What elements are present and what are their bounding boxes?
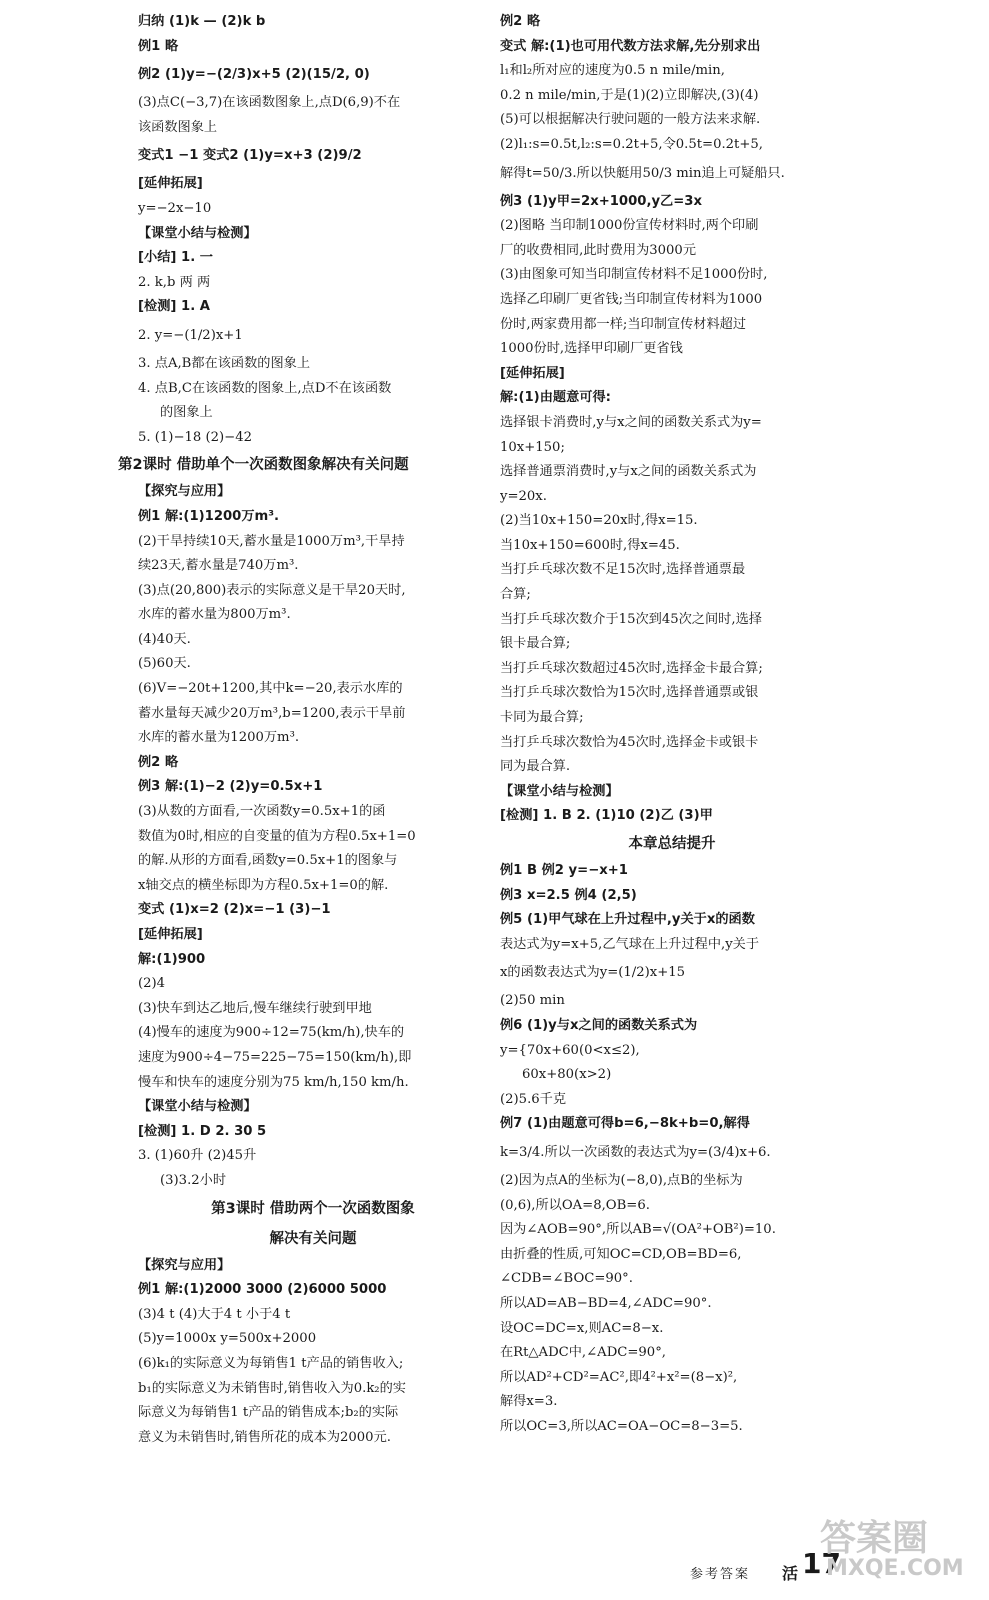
watermark-logo [820, 1510, 980, 1590]
right-column [500, 10, 844, 1439]
text-line: 意义为未销售时,销售所花的成本为2000元. [138, 1429, 391, 1445]
text-line: 例2 (1)y=−(2/3)x+5 (2)(15/2, 0) [138, 67, 370, 83]
text-line: 当10x+150=600时,得x=45. [500, 537, 680, 553]
text-line: 例3 解:(1)−2 (2)y=0.5x+1 [138, 779, 323, 795]
text-line: 的图象上 [160, 405, 213, 421]
text-line: 解得x=3. [500, 1394, 558, 1410]
text-line: 的解.从形的方面看,函数y=0.5x+1的图象与 [138, 853, 398, 869]
text-line: 解:(1)900 [138, 951, 206, 967]
text-line: [延伸拓展] [500, 365, 565, 381]
text-line: 变式 解:(1)也可用代数方法求解,先分别求出 [500, 38, 761, 54]
text-line: 选择乙印刷厂更省钱;当印制宣传材料为1000 [500, 291, 763, 307]
text-line: 解得t=50/3.所以快艇用50/3 min追上可疑船只. [500, 165, 785, 181]
section-heading: 解决有关问题 [269, 1230, 357, 1247]
text-line: 表达式为y=x+5,乙气球在上升过程中,y关于 [500, 936, 760, 952]
text-line: 当打乒乓球次数超过45次时,选择金卡最合算; [500, 660, 763, 676]
text-line: l₁和l₂所对应的速度为0.5 n mile/min, [500, 63, 725, 79]
text-line: [检测] 1. D 2. 30 5 [138, 1123, 267, 1139]
text-line: (3)点C(−3,7)在该函数图象上,点D(6,9)不在 [138, 95, 401, 111]
page-number: 17 [802, 1547, 841, 1580]
text-line: 变式 (1)x=2 (2)x=−1 (3)−1 [138, 902, 331, 918]
text-line: 【探究与应用】 [138, 1257, 231, 1273]
left-column [118, 10, 488, 1450]
text-line: 份时,两家费用都一样;当印制宣传材料超过 [500, 316, 747, 332]
text-line: 例1 解:(1)2000 3000 (2)6000 5000 [138, 1282, 387, 1298]
watermark-bottom-text: MXQE.COM [826, 1556, 964, 1581]
text-line: [小结] 1. 一 [138, 250, 213, 266]
text-line: (2)干旱持续10天,蓄水量是1000万m³,干旱持 [138, 533, 405, 549]
text-line: 同为最合算. [500, 759, 571, 775]
text-line: (0,6),所以OA=8,OB=6. [500, 1197, 650, 1213]
text-line: 当打乒乓球次数不足15次时,选择普通票最 [500, 562, 746, 578]
text-line: y={70x+60(0<x≤2), [500, 1042, 640, 1058]
text-line: (3)由图象可知当印制宣传材料不足1000份时, [500, 267, 768, 283]
text-line: 由折叠的性质,可知OC=CD,OB=BD=6, [500, 1246, 742, 1262]
text-line: 在Rt△ADC中,∠ADC=90°, [500, 1345, 666, 1361]
text-line: 厂的收费相同,此时费用为3000元 [500, 242, 697, 258]
text-line: 续23天,蓄水量是740万m³. [138, 558, 299, 574]
text-line: (2)l₁:s=0.5t,l₂:s=0.2t+5,令0.5t=0.2t+5, [500, 136, 763, 152]
text-line: [检测] 1. A [138, 299, 211, 315]
text-line: 例3 (1)y甲=2x+1000,y乙=3x [500, 193, 702, 209]
text-line: 【探究与应用】 [138, 484, 231, 500]
text-line: 数值为0时,相应的自变量的值为方程0.5x+1=0 [138, 828, 416, 844]
text-line: 【课堂小结与检测】 [138, 225, 257, 241]
text-line: (2)50 min [500, 993, 565, 1009]
text-line: [检测] 1. B 2. (1)10 (2)乙 (3)甲 [500, 808, 713, 824]
watermark-top-text: 答案圈 [820, 1518, 929, 1559]
text-line: 2. y=−(1/2)x+1 [138, 327, 243, 343]
text-line: (6)k₁的实际意义为每销售1 t产品的销售收入; [138, 1355, 404, 1371]
text-line: ∠CDB=∠BOC=90°. [500, 1271, 633, 1287]
text-line: (4)40天. [138, 631, 191, 647]
text-line: 例1 解:(1)1200万m³. [138, 508, 280, 524]
text-line: 归纳 (1)k — (2)k b [138, 14, 266, 29]
text-line: (5)y=1000x y=500x+2000 [138, 1331, 317, 1347]
text-line: 例7 (1)由题意可得b=6,−8k+b=0,解得 [500, 1116, 750, 1132]
text-line: 合算; [500, 587, 531, 603]
text-line: 【课堂小结与检测】 [500, 783, 619, 799]
text-line: x轴交点的横坐标即为方程0.5x+1=0的解. [138, 877, 389, 893]
text-line: x的函数表达式为y=(1/2)x+15 [500, 965, 686, 981]
text-line: 1000份时,选择甲印刷厂更省钱 [500, 341, 683, 357]
text-line: 所以AD=AB−BD=4,∠ADC=90°. [500, 1295, 712, 1311]
text-line: 0.2 n mile/min,于是(1)(2)立即解决,(3)(4) [500, 87, 759, 103]
text-line: 3. (1)60升 (2)45升 [138, 1148, 257, 1164]
text-line: 例1 略 [138, 38, 179, 54]
text-line: (3)点(20,800)表示的实际意义是干旱20天时, [138, 582, 406, 598]
text-line: 当打乒乓球次数恰为15次时,选择普通票或银 [500, 685, 759, 701]
text-line: 选择银卡消费时,y与x之间的函数关系式为y= [500, 414, 762, 430]
text-line: b₁的实际意义为未销售时,销售收入为0.k₂的实 [138, 1380, 406, 1396]
text-line: (2)当10x+150=20x时,得x=15. [500, 513, 698, 529]
text-line: 【课堂小结与检测】 [138, 1099, 257, 1115]
text-line: 例3 x=2.5 例4 (2,5) [500, 887, 637, 903]
text-line: 3. 点A,B都在该函数的图象上 [138, 355, 311, 371]
text-line: 变式1 −1 变式2 (1)y=x+3 (2)9/2 [138, 148, 362, 164]
text-line: (3)从数的方面看,一次函数y=0.5x+1的函 [138, 804, 386, 820]
text-line: 10x+150; [500, 439, 565, 455]
text-line: (3)快车到达乙地后,慢车继续行驶到甲地 [138, 1000, 372, 1016]
text-line: 蓄水量每天减少20万m³,b=1200,表示干旱前 [138, 705, 406, 721]
text-line: (6)V=−20t+1200,其中k=−20,表示水库的 [138, 681, 403, 697]
text-line: (2)5.6千克 [500, 1091, 567, 1107]
text-line: y=20x. [500, 488, 547, 504]
text-line: (2)图略 当印制1000份宣传材料时,两个印刷 [500, 218, 759, 234]
section-heading: 第2课时 借助单个一次函数图象解决有关问题 [118, 457, 409, 474]
text-line: (5)60天. [138, 656, 191, 672]
text-line: (4)慢车的速度为900÷12=75(km/h),快车的 [138, 1025, 405, 1041]
text-line: (3)3.2小时 [160, 1172, 227, 1188]
text-line: 例2 略 [500, 14, 541, 29]
text-line: y=−2x−10 [138, 200, 212, 216]
section-heading: 本章总结提升 [628, 836, 716, 852]
text-line: 际意义为每销售1 t产品的销售成本;b₂的实际 [138, 1405, 399, 1421]
text-line: 因为∠AOB=90°,所以AB=√(OA²+OB²)=10. [500, 1222, 776, 1238]
text-line: [延伸拓展] [138, 176, 203, 192]
text-line: 选择普通票消费时,y与x之间的函数关系式为 [500, 464, 757, 480]
text-line: (3)4 t (4)大于4 t 小于4 t [138, 1306, 291, 1322]
text-line: k=3/4.所以一次函数的表达式为y=(3/4)x+6. [500, 1144, 771, 1160]
text-line: 当打乒乓球次数介于15次到45次之间时,选择 [500, 611, 762, 627]
text-line: 该函数图象上 [138, 119, 218, 135]
text-line: (2)因为点A的坐标为(−8,0),点B的坐标为 [500, 1172, 743, 1188]
text-line: (2)4 [138, 976, 166, 992]
text-line: 卡同为最合算; [500, 710, 584, 726]
text-line: (5)可以根据解决行驶问题的一般方法来求解. [500, 112, 761, 128]
text-line: 当打乒乓球次数恰为45次时,选择金卡或银卡 [500, 734, 759, 750]
text-line: 设OC=DC=x,则AC=8−x. [500, 1320, 664, 1336]
text-line: 例5 (1)甲气球在上升过程中,y关于x的函数 [500, 912, 755, 928]
text-line: 5. (1)−18 (2)−42 [138, 429, 252, 445]
footer-label: 参考答案 [690, 1567, 751, 1582]
text-line: 所以AD²+CD²=AC²,即4²+x²=(8−x)², [500, 1369, 738, 1385]
text-line: 例6 (1)y与x之间的函数关系式为 [500, 1017, 698, 1033]
text-line: 2. k,b 两 两 [138, 274, 211, 290]
text-line: 例2 略 [138, 754, 179, 770]
text-line: 例1 B 例2 y=−x+1 [500, 863, 628, 878]
footer-brand: 活 [782, 1564, 799, 1583]
text-line: 4. 点B,C在该函数的图象上,点D不在该函数 [138, 380, 392, 396]
text-line: 慢车和快车的速度分别为75 km/h,150 km/h. [138, 1074, 409, 1090]
text-line: 银卡最合算; [500, 636, 571, 652]
text-line: 水库的蓄水量为1200万m³. [138, 730, 300, 746]
text-line: 速度为900÷4−75=225−75=150(km/h),即 [138, 1049, 412, 1065]
text-line: [延伸拓展] [138, 927, 203, 942]
text-line: 所以OC=3,所以AC=OA−OC=8−3=5. [500, 1418, 743, 1434]
text-line: 60x+80(x>2) [522, 1067, 612, 1083]
text-line: 水库的蓄水量为800万m³. [138, 607, 291, 623]
text-line: 解:(1)由题意可得: [500, 390, 611, 406]
section-heading: 第3课时 借助两个一次函数图象 [211, 1200, 415, 1217]
